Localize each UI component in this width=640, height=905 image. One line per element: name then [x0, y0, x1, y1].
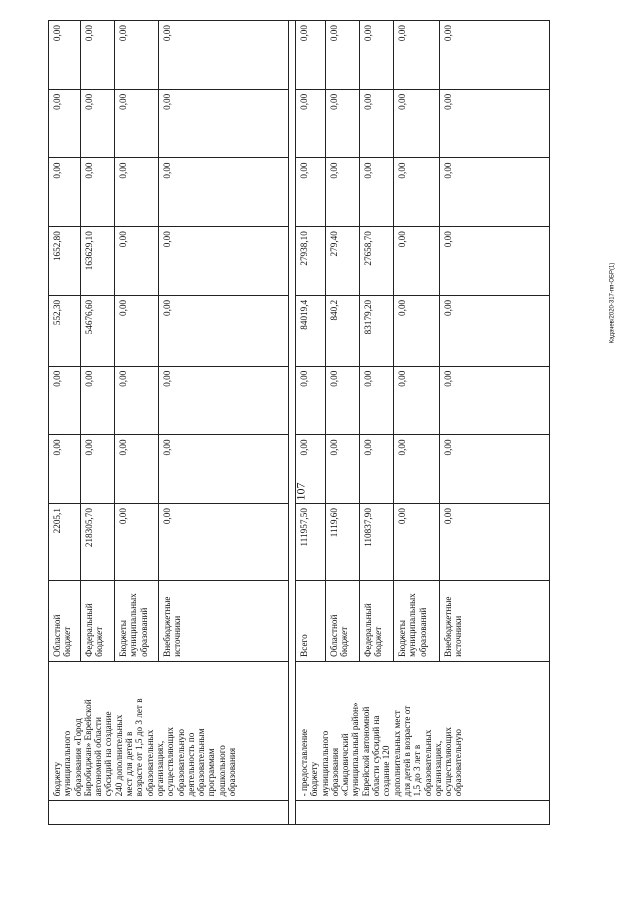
- value-cell: 0,00: [440, 366, 550, 435]
- value-cell: 0,00: [440, 158, 550, 227]
- funding-source: Областной бюджет: [326, 581, 360, 662]
- value-cell: 0,00: [159, 366, 289, 435]
- value-cell: 0,00: [296, 435, 326, 504]
- value-cell: 840,2: [326, 295, 360, 366]
- page-number: 107: [293, 482, 308, 501]
- value-cell: 0,00: [326, 89, 360, 158]
- row-separator: [289, 21, 296, 825]
- value-cell: 0,00: [81, 158, 115, 227]
- funding-source: Бюджеты муниципальных образований: [394, 581, 440, 662]
- value-cell: 0,00: [360, 89, 394, 158]
- value-cell: 0,00: [296, 158, 326, 227]
- value-cell: 552,30: [49, 295, 81, 366]
- value-cell: 0,00: [296, 366, 326, 435]
- funding-source: Федеральный бюджет: [81, 581, 115, 662]
- value-cell: 0,00: [440, 21, 550, 90]
- value-cell: 0,00: [326, 21, 360, 90]
- value-cell: 0,00: [49, 366, 81, 435]
- value-cell: 0,00: [394, 21, 440, 90]
- value-cell: 0,00: [159, 295, 289, 366]
- table-row: [49, 21, 81, 825]
- funding-source: Бюджеты муниципальных образований: [115, 581, 159, 662]
- value-cell: 0,00: [115, 158, 159, 227]
- value-cell: 83179,20: [360, 295, 394, 366]
- value-cell: 0,00: [394, 89, 440, 158]
- value-cell: 0,00: [440, 227, 550, 296]
- value-cell: 0,00: [394, 366, 440, 435]
- value-cell: 218305,70: [81, 504, 115, 581]
- value-cell: 0,00: [115, 435, 159, 504]
- value-cell: 0,00: [440, 435, 550, 504]
- measure-description: - предоставление бюджету муниципального образования «Смидовичский муниципальный район» Еврейской автономной области субсидий на создание 120 дополнительных мест для детей в возрасте от 1,5 до 3 лет в образовательных организациях, осуществляющих образовательную: [296, 661, 550, 801]
- measure-description: бюджету муниципального образования «Город Биробиджан» Еврейской автономной области субсидий на создание 240 дополнительных мест для детей в возрасте от 1,5 до 3 лет в образовательных организациях, осуществляющих образовательную деятельность по образовательным программам дошкольного образования: [49, 661, 289, 801]
- value-cell: 111957,50: [296, 504, 326, 581]
- value-cell: 0,00: [49, 89, 81, 158]
- value-cell: 0,00: [440, 89, 550, 158]
- value-cell: 0,00: [159, 504, 289, 581]
- value-cell: 0,00: [326, 366, 360, 435]
- value-cell: 1652,80: [49, 227, 81, 296]
- value-cell: 0,00: [159, 158, 289, 227]
- value-cell: 0,00: [49, 158, 81, 227]
- value-cell: 27938,10: [296, 227, 326, 296]
- value-cell: 0,00: [360, 435, 394, 504]
- value-cell: 0,00: [360, 158, 394, 227]
- value-cell: 0,00: [159, 21, 289, 90]
- value-cell: 0,00: [159, 89, 289, 158]
- value-cell: 0,00: [49, 435, 81, 504]
- value-cell: 279,40: [326, 227, 360, 296]
- value-cell: 0,00: [81, 435, 115, 504]
- value-cell: 54676,60: [81, 295, 115, 366]
- value-cell: 0,00: [360, 21, 394, 90]
- value-cell: 163629,10: [81, 227, 115, 296]
- table-row: [289, 21, 296, 825]
- value-cell: 0,00: [159, 435, 289, 504]
- value-cell: 0,00: [159, 227, 289, 296]
- value-cell: 0,00: [115, 366, 159, 435]
- value-cell: 0,00: [326, 158, 360, 227]
- document-code: Кадачев/2020-317-пп-ОБР(1): [609, 262, 616, 344]
- table-row: [296, 21, 326, 825]
- value-cell: 1119,60: [326, 504, 360, 581]
- value-cell: 0,00: [296, 21, 326, 90]
- value-cell: 0,00: [360, 366, 394, 435]
- value-cell: 2205,1: [49, 504, 81, 581]
- value-cell: 0,00: [115, 89, 159, 158]
- value-cell: 0,00: [115, 295, 159, 366]
- value-cell: 0,00: [81, 366, 115, 435]
- value-cell: 0,00: [440, 295, 550, 366]
- value-cell: 0,00: [115, 227, 159, 296]
- value-cell: 0,00: [326, 435, 360, 504]
- index-cell: [49, 801, 289, 825]
- value-cell: 0,00: [394, 504, 440, 581]
- value-cell: 0,00: [394, 227, 440, 296]
- funding-source: Внебюджетные источники: [159, 581, 289, 662]
- index-cell: [296, 801, 550, 825]
- funding-source: Всего: [296, 581, 326, 662]
- value-cell: 0,00: [115, 21, 159, 90]
- funding-source: Внебюджетные источники: [440, 581, 550, 662]
- value-cell: 0,00: [394, 435, 440, 504]
- value-cell: 0,00: [394, 295, 440, 366]
- value-cell: 0,00: [440, 504, 550, 581]
- funding-source: Федеральный бюджет: [360, 581, 394, 662]
- value-cell: 0,00: [296, 89, 326, 158]
- value-cell: 84019,4: [296, 295, 326, 366]
- value-cell: 0,00: [49, 21, 81, 90]
- value-cell: 0,00: [394, 158, 440, 227]
- value-cell: 110837,90: [360, 504, 394, 581]
- value-cell: 0,00: [81, 89, 115, 158]
- funding-source: Областной бюджет: [49, 581, 81, 662]
- budget-table: [48, 20, 550, 825]
- value-cell: 0,00: [81, 21, 115, 90]
- table-container: [48, 20, 548, 825]
- value-cell: 0,00: [115, 504, 159, 581]
- value-cell: 27658,70: [360, 227, 394, 296]
